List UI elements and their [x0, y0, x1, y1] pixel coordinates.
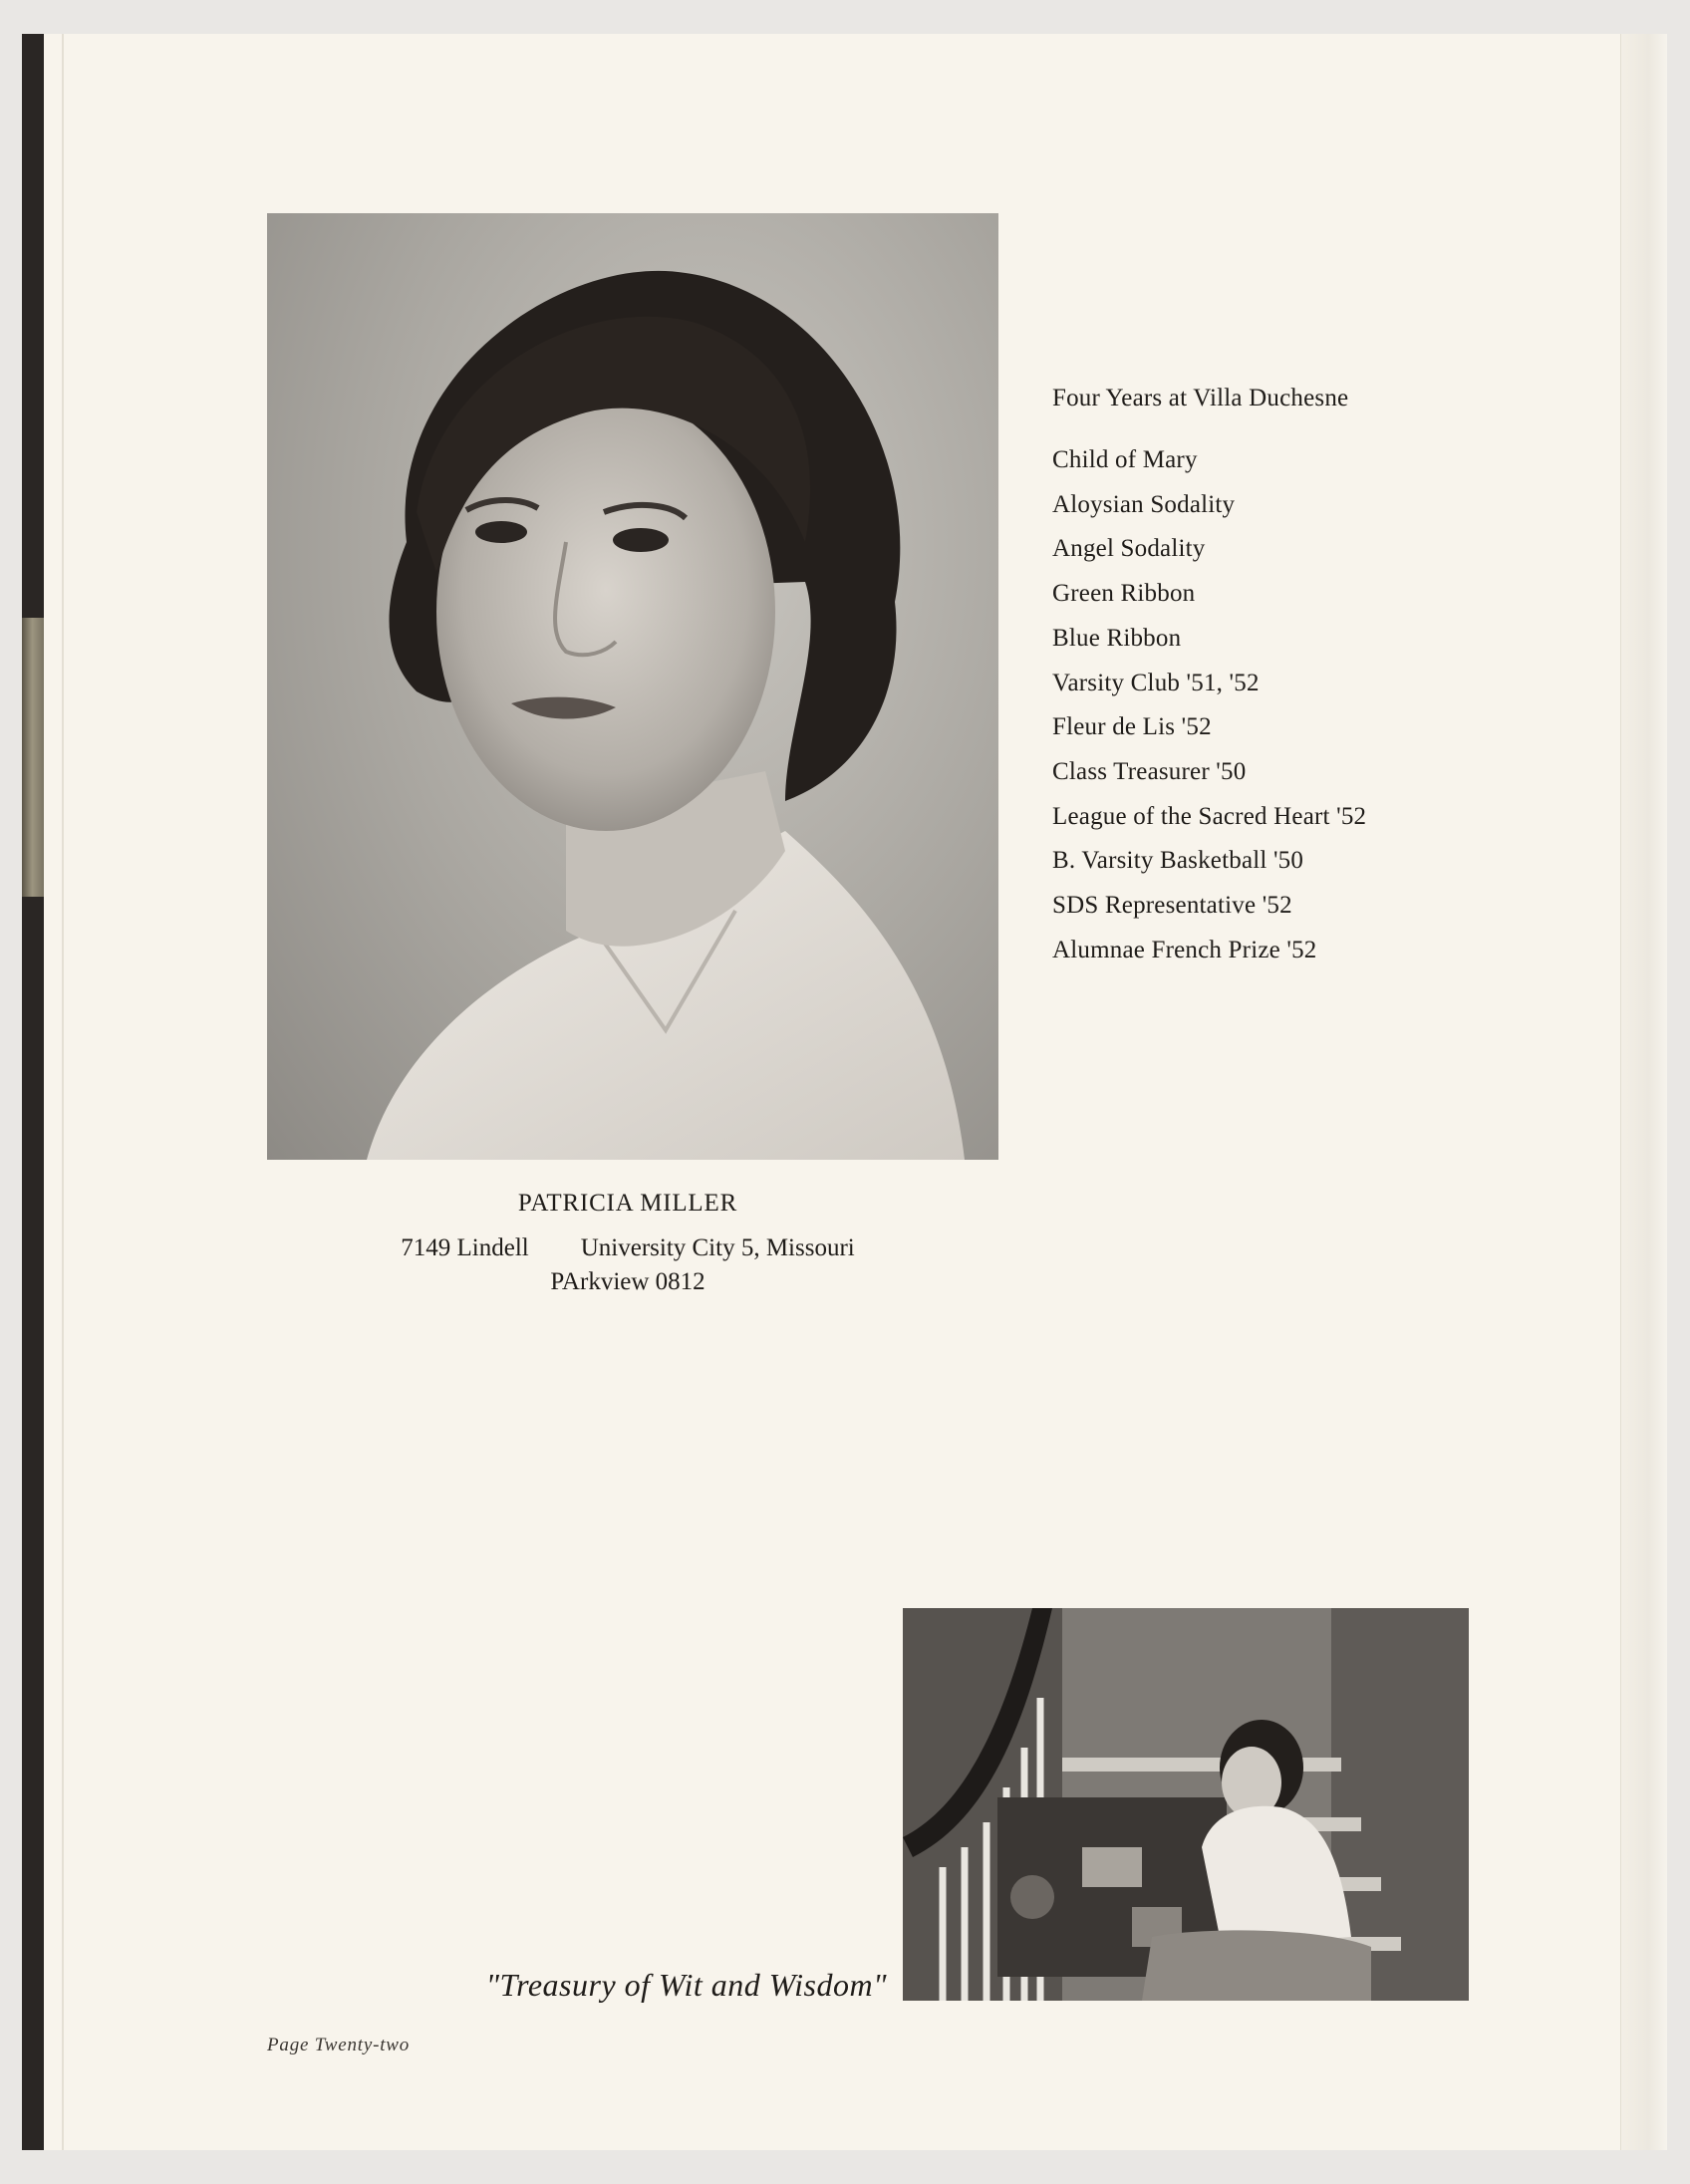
activity-item: Angel Sodality	[1052, 535, 1206, 563]
activity-item: Class Treasurer '50	[1052, 757, 1247, 785]
activities-items	[1052, 438, 1610, 972]
activity-item: Alumnae French Prize '52	[1052, 936, 1317, 963]
activity-item: Varsity Club '51, '52	[1052, 669, 1260, 696]
activity-item: Aloysian Sodality	[1052, 490, 1236, 518]
book-spine	[22, 34, 44, 2150]
activity-item: B. Varsity Basketball '50	[1052, 847, 1304, 875]
student-address	[339, 1231, 917, 1265]
activity-item: League of the Sacred Heart '52	[1052, 802, 1367, 830]
student-name: PATRICIA MILLER	[517, 1190, 738, 1217]
candid-stairway-photo	[903, 1608, 1469, 2001]
student-city: University City 5, Missouri	[580, 1234, 855, 1261]
candid-caption: "Treasury of Wit and Wisdom"	[485, 1967, 887, 2003]
activity-item: Blue Ribbon	[1052, 624, 1182, 652]
activities-heading: Four Years at Villa Duchesne	[1052, 385, 1349, 411]
student-phone: PArkview 0812	[550, 1268, 705, 1295]
student-street: 7149 Lindell	[401, 1234, 529, 1261]
activity-item: Fleur de Lis '52	[1052, 713, 1212, 741]
activity-item: Green Ribbon	[1052, 580, 1196, 608]
activity-item: SDS Representative '52	[1052, 892, 1292, 920]
activity-item: Child of Mary	[1052, 446, 1198, 473]
student-portrait-photo	[267, 213, 998, 1160]
page-edge	[1620, 34, 1667, 2150]
page-number: Page Twenty-two	[267, 2035, 411, 2055]
page-gutter-line	[62, 34, 64, 2150]
student-caption	[339, 1190, 917, 1299]
activities-list	[1052, 385, 1610, 972]
